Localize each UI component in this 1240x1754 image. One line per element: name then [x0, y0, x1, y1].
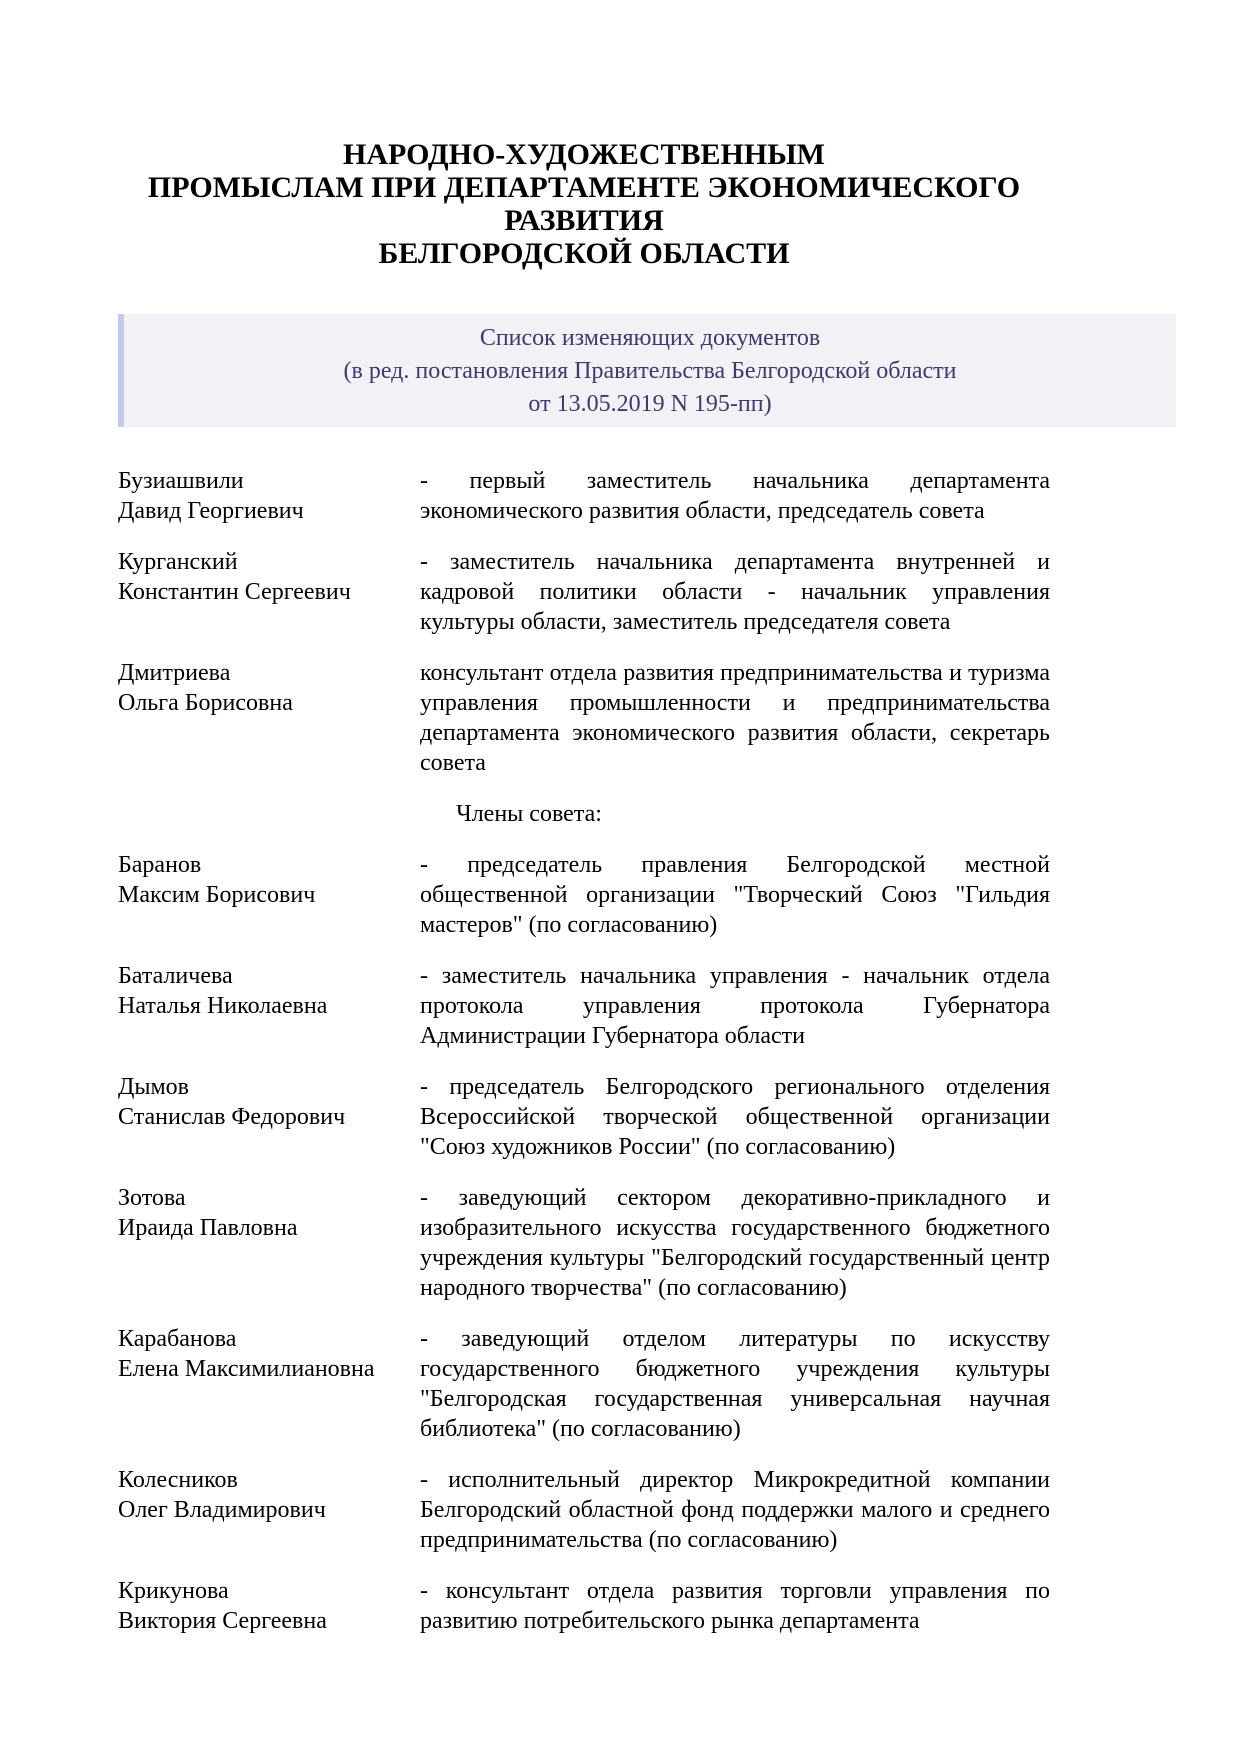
document-title: [118, 138, 1050, 270]
member-row-dymov: [118, 1072, 1050, 1162]
member-role: - консультант отдела развития торговли управления по развитию потребительского рынка департамента: [420, 1578, 1050, 1634]
member-given-names: Константин Сергеевич: [118, 579, 351, 605]
member-row-batalicheva: [118, 961, 1050, 1051]
member-role: - заведующий сектором декоративно-прикладного и изобразительного искусства государственного бюджетного учреждения культуры "Белгородский государственный центр народного творчества" (по согласованию): [420, 1185, 1050, 1301]
member-role: - председатель правления Белгородской местной общественной организации "Творческий Союз "Гильдия мастеров" (по согласованию): [420, 852, 1050, 938]
amendments-box-line-2: (в ред. постановления Правительства Белгородской области: [343, 358, 957, 384]
member-given-names: Максим Борисович: [118, 882, 316, 908]
member-row-kurganskiy: [118, 547, 1050, 637]
member-name: [118, 1072, 420, 1162]
member-row-zotova: [118, 1183, 1050, 1303]
member-given-names: Ираида Павловна: [118, 1215, 298, 1241]
member-role: - заведующий отделом литературы по искусству государственного бюджетного учреждения культуры "Белгородская государственная универсальная научная библиотека" (по согласованию): [420, 1326, 1050, 1442]
member-row-buziashvili: [118, 466, 1050, 526]
member-name: [118, 961, 420, 1051]
title-line-1: НАРОДНО-ХУДОЖЕСТВЕННЫМ: [343, 138, 825, 171]
member-surname: Дымов: [118, 1074, 190, 1100]
member-surname: Баранов: [118, 852, 202, 878]
member-row-dmitrieva: [118, 658, 1050, 778]
member-name: [118, 1576, 420, 1636]
member-given-names: Давид Георгиевич: [118, 498, 304, 524]
member-role: - первый заместитель начальника департамента экономического развития области, председатель совета: [420, 468, 1050, 524]
amendments-box-line-3: от 13.05.2019 N 195-пп): [528, 391, 772, 417]
member-name: [118, 658, 420, 778]
member-surname: Курганский: [118, 549, 238, 575]
member-role: - заместитель начальника департамента внутренней и кадровой политики области - начальник управления культуры области, заместитель председателя совета: [420, 549, 1050, 635]
member-surname: Баталичева: [118, 963, 233, 989]
title-line-3: БЕЛГОРОДСКОЙ ОБЛАСТИ: [378, 237, 790, 270]
member-role: - исполнительный директор Микрокредитной компании Белгородский областной фонд поддержки малого и среднего предпринимательства (по согласованию): [420, 1467, 1050, 1553]
member-given-names: Наталья Николаевна: [118, 993, 328, 1019]
member-role: консультант отдела развития предпринимательства и туризма управления промышленности и предпринимательства департамента экономического развития области, секретарь совета: [420, 660, 1050, 776]
member-given-names: Виктория Сергеевна: [118, 1608, 327, 1634]
member-given-names: Ольга Борисовна: [118, 690, 293, 716]
member-surname: Бузиашвили: [118, 468, 244, 494]
title-line-2: ПРОМЫСЛАМ ПРИ ДЕПАРТАМЕНТЕ ЭКОНОМИЧЕСКОГО РАЗВИТИЯ: [147, 171, 1021, 237]
member-row-krikunova: [118, 1576, 1050, 1636]
member-name: [118, 1183, 420, 1303]
member-given-names: Станислав Федорович: [118, 1104, 346, 1130]
member-given-names: Олег Владимирович: [118, 1497, 326, 1523]
member-given-names: Елена Максимилиановна: [118, 1356, 375, 1382]
member-name: [118, 850, 420, 940]
member-row-karabanova: [118, 1324, 1050, 1444]
member-surname: Колесников: [118, 1467, 238, 1493]
member-row-baranov: [118, 850, 1050, 940]
member-role: - заместитель начальника управления - начальник отдела протокола управления протокола Губернатора Администрации Губернатора области: [420, 963, 1050, 1049]
member-name: [118, 1465, 420, 1555]
amendments-box-line-1: Список изменяющих документов: [479, 325, 821, 351]
member-row-kolesnikov: [118, 1465, 1050, 1555]
member-surname: Дмитриева: [118, 660, 231, 686]
member-name: [118, 466, 420, 526]
member-surname: Карабанова: [118, 1326, 237, 1352]
section-heading-council-members: Члены совета:: [456, 801, 602, 827]
member-name: [118, 1324, 420, 1444]
member-surname: Зотова: [118, 1185, 186, 1211]
member-name: [118, 547, 420, 637]
member-role: - председатель Белгородского регионального отделения Всероссийской творческой общественной организации "Союз художников России" (по согласованию): [420, 1074, 1050, 1160]
council-members-list: [118, 466, 1050, 1636]
member-surname: Крикунова: [118, 1578, 229, 1604]
amendments-box: [118, 314, 1176, 427]
